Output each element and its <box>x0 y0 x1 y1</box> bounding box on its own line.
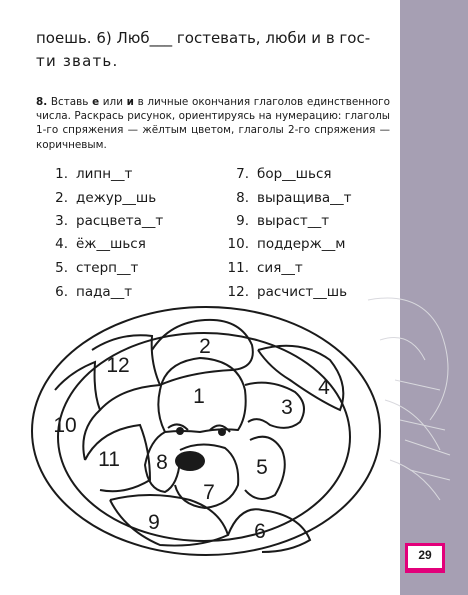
task-8-instructions <box>36 95 390 152</box>
list-item <box>220 190 352 206</box>
list-item <box>220 213 329 229</box>
region-3-outline <box>245 383 304 428</box>
list-item <box>50 260 138 276</box>
region-label-4: 4 <box>318 376 330 399</box>
list-item <box>50 190 156 206</box>
letter-e: е <box>92 96 100 108</box>
item-number: 7. <box>236 166 249 182</box>
list-item <box>50 236 146 252</box>
item-word: бор__шься <box>257 166 332 182</box>
item-number: 11. <box>227 260 249 276</box>
item-word: дежур__шь <box>76 190 157 206</box>
region-label-9: 9 <box>148 511 160 534</box>
region-label-2: 2 <box>199 335 211 358</box>
letter-i: и <box>126 96 134 108</box>
region-label-10: 10 <box>53 414 77 437</box>
page-number: 29 <box>418 548 432 562</box>
item-word: выраст__т <box>257 213 330 229</box>
item-number: 4. <box>55 236 68 252</box>
item-number: 6. <box>55 284 68 300</box>
item-number: 8. <box>236 190 249 206</box>
region-label-3: 3 <box>281 396 293 419</box>
list-item <box>220 236 345 252</box>
region-label-5: 5 <box>256 456 268 479</box>
item-word: пада__т <box>76 284 133 300</box>
item-number: 12. <box>227 284 249 300</box>
list-item <box>50 213 163 229</box>
item-word: расчист__шь <box>257 284 348 300</box>
region-label-11: 11 <box>98 448 120 471</box>
item-number: 9. <box>236 213 249 229</box>
task-number: 8. <box>36 96 48 108</box>
list-item <box>220 260 303 276</box>
puppy-coloring-picture <box>0 290 468 560</box>
proverb-line-2: ти звать. <box>36 52 119 70</box>
item-number: 10. <box>227 236 249 252</box>
right-eye-pupil <box>218 428 226 436</box>
list-item <box>220 166 332 182</box>
item-number: 2. <box>55 190 68 206</box>
item-word: сия__т <box>257 260 303 276</box>
region-4-outline <box>258 346 343 410</box>
puppy-nose <box>175 451 205 471</box>
item-word: стерп__т <box>76 260 139 276</box>
item-word: расцвета__т <box>76 213 164 229</box>
item-word: липн__т <box>76 166 133 182</box>
region-label-7: 7 <box>203 481 215 504</box>
region-label-6: 6 <box>254 520 266 543</box>
region-label-8: 8 <box>156 451 168 474</box>
left-eye-pupil <box>176 427 184 435</box>
faint-sketch-background <box>368 298 450 500</box>
item-word: ёж__шься <box>76 236 146 252</box>
item-number: 3. <box>55 213 68 229</box>
item-number: 1. <box>55 166 68 182</box>
region-label-12: 12 <box>106 354 130 377</box>
item-number: 5. <box>55 260 68 276</box>
task-text-part-1: Вставь <box>50 96 93 108</box>
list-item <box>50 166 132 182</box>
region-label-1: 1 <box>193 385 205 408</box>
inner-oval <box>58 333 350 541</box>
proverb-line-1: поешь. 6) Люб___ гостевать, люби и в гос- <box>36 29 371 47</box>
item-word: поддерж__м <box>257 236 346 252</box>
task-text-part-3: в личные окончания глаголов единственного числа. Раскрась рисунок, ориентируясь на нумерацию: глаголы 1-го спряжения — жёлтым цветом, глаголы 2-го спряжения — коричневым. <box>36 96 390 151</box>
task-text-part-2: или <box>99 96 127 108</box>
item-word: выращива__т <box>257 190 352 206</box>
